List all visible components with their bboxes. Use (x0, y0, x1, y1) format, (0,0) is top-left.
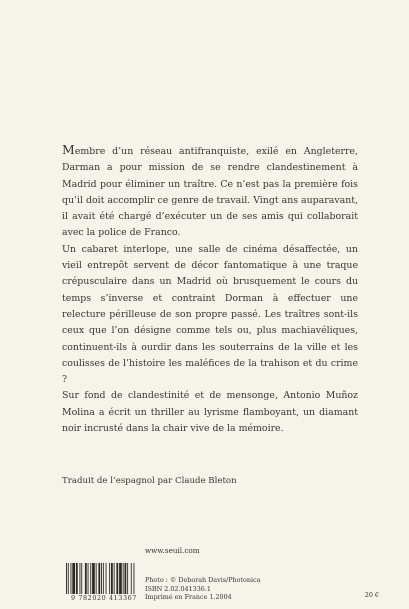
drop-initial: M (62, 142, 75, 157)
barcode-bar (116, 563, 118, 596)
barcode-bar (92, 563, 95, 596)
synopsis-paragraph-3: Sur fond de clandestinité et de mensonge, Antonio Muñoz Molina a écrit un thriller au lyrisme flamboyant, un diamant noir incrusté dans la chair vive de la mémoire. (62, 390, 358, 435)
barcode-bar (80, 563, 81, 596)
publisher-website: www.seuil.com (145, 546, 200, 555)
synopsis-paragraph-1-text: embre d’un réseau antifranquiste, exilé en Angleterre, Darman a pour mission de se rendre clandestinement à Madrid pour éliminer un traître. Ce n’est pas la première fois qu’il doit accomplir ce genre de travail. Vingt ans auparavant, il avait été chargé d’exécuter un de ses amis qui collaborait avec la police de Franco. (62, 146, 358, 239)
barcode-bar (90, 563, 91, 596)
barcode-number: 9 782020 413367 (64, 594, 144, 602)
isbn-label: ISBN 2.02.041336.1 (145, 584, 211, 593)
synopsis-paragraph-1 (62, 142, 358, 242)
translator-credit: Traduit de l’espagnol par Claude Bleton (62, 476, 237, 486)
barcode-bar (88, 563, 89, 596)
barcode-bars (64, 563, 144, 596)
barcode-bar (72, 563, 75, 596)
barcode-bar (127, 563, 128, 596)
price-label: 20 € (364, 591, 379, 599)
barcode-bar (109, 563, 110, 596)
isbn-barcode (64, 563, 144, 603)
barcode-bar (68, 563, 69, 596)
barcode-bar (85, 563, 87, 596)
barcode-bar (103, 563, 104, 596)
barcode-bar (114, 563, 115, 596)
barcode-bar (96, 563, 97, 596)
barcode-bar (119, 563, 122, 596)
barcode-bar (111, 563, 113, 596)
photo-credit: Photo : © Deborah Davis/Photonica (145, 576, 261, 584)
barcode-bar (106, 563, 107, 596)
barcode-bar (123, 563, 124, 596)
barcode-bar (76, 563, 78, 596)
barcode-bar (98, 563, 100, 596)
barcode-bar (131, 563, 132, 596)
barcode-bar (66, 563, 67, 596)
barcode-bar (71, 563, 72, 596)
barcode-bar (81, 563, 82, 596)
barcode-bar (134, 563, 135, 596)
synopsis-paragraph-2: Un cabaret interlope, une salle de cinéma désaffectée, un vieil entrepôt servent de décor fantomatique à une traque crépusculaire dans un Madrid où brusquement le cours du temps s’inverse et contraint Dorman à effectuer une relecture périlleuse de son propre passé. Les traîtres sont-ils ceux que l’on désigne comme tels ou, plus machiavéliques, continuent-ils à ourdir dans les souterrains de la ville et les coulisses de l’histoire les maléfices de la trahison et du crime ? (62, 243, 358, 386)
barcode-bar (101, 563, 102, 596)
synopsis-text (62, 142, 358, 437)
barcode-bar (125, 563, 127, 596)
publication-credits (145, 576, 260, 602)
printing-info: Imprimé en France 1.2004 (145, 593, 232, 601)
